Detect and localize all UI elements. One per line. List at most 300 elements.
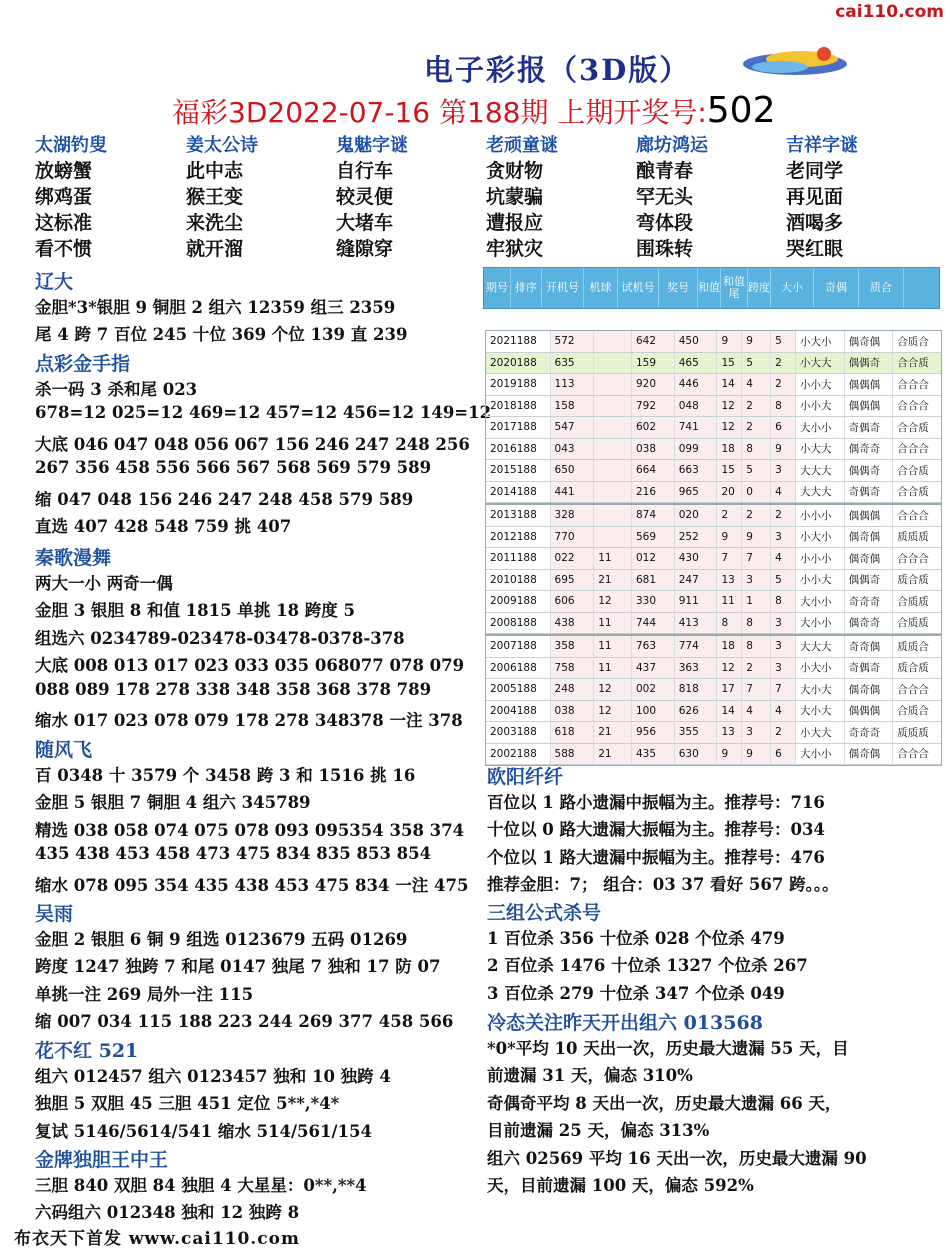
table-cell: 偶偶偶	[845, 374, 894, 395]
table-cell: 14	[717, 701, 742, 722]
table-cell: 330	[632, 591, 675, 612]
table-cell: 小小小	[796, 505, 845, 526]
riddle-author: 鬼魅字谜	[336, 135, 408, 156]
table-cell: 216	[632, 482, 675, 503]
table-cell: 大小大	[796, 679, 845, 700]
table-row	[486, 396, 941, 418]
table-cell: 5	[771, 570, 796, 591]
table-cell: 438	[551, 613, 595, 634]
table-cell: 572	[551, 331, 595, 352]
table-cell: 626	[675, 701, 718, 722]
table-cell: 21	[594, 570, 632, 591]
table-cell: 100	[632, 701, 675, 722]
table-row	[486, 570, 941, 592]
section-line: 独胆 5 双胆 45 三胆 451 定位 5**,*4*	[35, 1094, 340, 1114]
section-line: 跨度 1247 独跨 7 和尾 0147 独尾 7 独和 17 防 07	[35, 957, 441, 977]
table-cell: 4	[742, 701, 771, 722]
table-cell: 2	[771, 374, 796, 395]
table-row	[486, 548, 941, 570]
section-line: 1 百位杀 356 十位杀 028 个位杀 479	[487, 929, 785, 948]
table-cell: 合合质	[897, 464, 929, 477]
table-cell: 9	[717, 744, 742, 765]
table-cell: 8	[771, 591, 796, 612]
table-cell: 小小大	[796, 396, 845, 417]
table-cell: 大小小	[796, 744, 845, 765]
table-row	[486, 527, 941, 549]
logo-icon	[740, 42, 850, 82]
table-cell	[594, 353, 632, 374]
table-cell: 2021188	[486, 331, 551, 352]
section-line: 2 百位杀 1476 十位杀 1327 个位杀 267	[487, 956, 808, 976]
section-line: 百位以 1 路小遗漏中振幅为主。推荐号：716	[487, 793, 825, 812]
table-cell: 小大大	[796, 353, 845, 374]
table-cell: 3	[742, 722, 771, 743]
riddle-item: 再见面	[786, 186, 844, 208]
riddle-item: 哭红眼	[786, 238, 844, 260]
table-cell: 2011188	[486, 548, 551, 569]
table-cell: 355	[675, 722, 718, 743]
table-cell: 763	[632, 636, 675, 657]
table-cell: 2015188	[486, 460, 551, 481]
section-heading: 花不红 521	[35, 1040, 139, 1062]
table-cell: 11	[717, 591, 742, 612]
table-cell: 113	[551, 374, 595, 395]
table-cell: 4	[771, 548, 796, 569]
table-cell: 2006188	[486, 658, 551, 679]
issue-subtitle	[172, 90, 776, 131]
table-cell	[594, 331, 632, 352]
table-cell: 441	[551, 482, 595, 503]
table-cell: 664	[632, 460, 675, 481]
table-cell: 695	[551, 570, 595, 591]
section-line: 435 438 453 458 473 475 834 835 853 854	[35, 844, 432, 864]
riddle-item: 围珠转	[636, 238, 694, 260]
section-line: 三胆 840 双胆 84 独胆 4 大星星：0**,**4	[35, 1176, 367, 1195]
table-cell: 奇奇奇	[845, 591, 894, 612]
section-line: 杀一码 3 杀和尾 023	[35, 380, 198, 399]
table-cell: 2016188	[486, 439, 551, 460]
table-cell: 1	[742, 591, 771, 612]
section-heading: 三组公式杀号	[487, 902, 602, 924]
riddle-item: 猴王变	[186, 186, 244, 208]
table-row	[486, 744, 941, 766]
section-heading: 随风飞	[35, 739, 93, 761]
table-cell: 质质合	[897, 640, 929, 653]
section-line: 六码组六 012348 独和 12 独跨 8	[35, 1203, 300, 1223]
table-row	[486, 634, 941, 658]
table-cell: 合质合	[897, 335, 929, 348]
table-cell: 435	[632, 744, 675, 765]
table-cell: 质质质	[897, 726, 929, 739]
table-cell: 2020188	[486, 353, 551, 374]
table-row	[486, 722, 941, 744]
table-cell: 606	[551, 591, 595, 612]
table-cell: 合质质	[897, 617, 929, 630]
riddle-item: 缝隙穿	[336, 238, 394, 260]
table-row	[486, 679, 941, 701]
table-cell	[594, 439, 632, 460]
table-cell: 2010188	[486, 570, 551, 591]
table-cell: 2007188	[486, 636, 551, 657]
table-cell: 合合合	[897, 443, 929, 456]
table-cell: 2	[742, 658, 771, 679]
table-cell: 合合合	[897, 378, 929, 391]
table-cell: 9	[717, 527, 742, 548]
section-line: 缩 047 048 156 246 247 248 458 579 589	[35, 489, 414, 509]
table-cell: 合合合	[897, 552, 929, 565]
table-cell: 9	[742, 331, 771, 352]
section-heading: 冷态关注昨天开出组六 013568	[487, 1012, 763, 1034]
table-cell: 17	[717, 679, 742, 700]
table-cell: 7	[742, 679, 771, 700]
issue-subtitle-text: 福彩3D2022-07-16 第188期 上期开奖号:	[172, 96, 707, 129]
section-heading: 辽大	[35, 271, 74, 293]
table-cell: 大小小	[796, 591, 845, 612]
riddle-item: 弯体段	[636, 212, 694, 234]
history-column-header: 跨度	[748, 268, 771, 308]
table-cell: 偶奇偶	[845, 548, 894, 569]
table-cell: 038	[551, 701, 595, 722]
table-cell: 965	[675, 482, 718, 503]
table-cell: 099	[675, 439, 718, 460]
table-cell: 3	[742, 570, 771, 591]
table-cell: 合合质	[897, 486, 929, 499]
section-heading: 欧阳纤纤	[487, 766, 564, 788]
table-cell: 430	[675, 548, 718, 569]
table-cell: 247	[675, 570, 718, 591]
riddle-author: 姜太公诗	[186, 135, 258, 156]
section-line: 十位以 0 路大遗漏大振幅为主。推荐号：034	[487, 820, 825, 840]
table-cell: 大大大	[796, 460, 845, 481]
last-draw-number: 502	[706, 90, 776, 131]
section-line: 678=12 025=12 469=12 457=12 456=12 149=12	[35, 403, 492, 423]
riddle-column	[35, 131, 185, 262]
table-cell: 21	[594, 722, 632, 743]
table-cell: 630	[675, 744, 718, 765]
table-cell: 20	[717, 482, 742, 503]
table-cell: 248	[551, 679, 595, 700]
table-row	[486, 701, 941, 723]
table-cell: 465	[675, 353, 718, 374]
table-cell: 0	[742, 482, 771, 503]
table-cell: 大小大	[796, 701, 845, 722]
section-line: 金胆 2 银胆 6 铜 9 组选 0123679 五码 01269	[35, 930, 408, 949]
table-cell: 002	[632, 679, 675, 700]
table-row	[486, 591, 941, 613]
table-row	[486, 482, 941, 504]
table-cell: 偶偶偶	[845, 396, 894, 417]
table-cell: 450	[675, 331, 718, 352]
section-line: 组选六 0234789-023478-03478-0378-378	[35, 628, 405, 648]
table-cell: 奇偶奇	[845, 482, 894, 503]
table-cell: 663	[675, 460, 718, 481]
table-cell	[594, 396, 632, 417]
table-cell: 11	[594, 613, 632, 634]
table-cell	[594, 482, 632, 503]
table-cell: 048	[675, 396, 718, 417]
table-cell: 159	[632, 353, 675, 374]
table-cell	[594, 505, 632, 526]
section-line: 直选 407 428 548 759 挑 407	[35, 517, 292, 536]
riddle-item: 此中志	[186, 160, 244, 182]
table-cell: 911	[675, 591, 718, 612]
riddle-item: 坑蒙骗	[486, 186, 544, 208]
riddle-column	[486, 131, 636, 262]
table-cell: 650	[551, 460, 595, 481]
table-cell: 偶奇偶	[845, 331, 894, 352]
table-cell: 18	[717, 636, 742, 657]
riddle-item: 这标准	[35, 212, 93, 234]
riddle-item: 遭报应	[486, 212, 544, 234]
table-cell: 2002188	[486, 744, 551, 765]
table-cell: 偶偶奇	[845, 353, 894, 374]
history-column-header: 开机号	[542, 268, 584, 308]
table-cell: 328	[551, 505, 595, 526]
section-heading: 吴雨	[35, 903, 74, 925]
table-cell: 770	[551, 527, 595, 548]
table-cell: 偶奇偶	[845, 744, 894, 765]
history-column-header: 试机号	[618, 268, 659, 308]
table-cell: 12	[594, 701, 632, 722]
table-cell: 2013188	[486, 505, 551, 526]
section-heading: 点彩金手指	[35, 353, 131, 375]
section-line: 两大一小 两奇一偶	[35, 574, 173, 593]
table-cell: 奇奇偶	[845, 636, 894, 657]
table-cell: 618	[551, 722, 595, 743]
table-cell: 5	[742, 353, 771, 374]
history-column-header: 和值尾	[721, 268, 748, 308]
section-line: 尾 4 跨 7 百位 245 十位 369 个位 139 直 239	[35, 325, 408, 345]
table-cell: 2	[742, 396, 771, 417]
riddle-item: 来洗尘	[186, 212, 244, 234]
table-cell: 14	[717, 374, 742, 395]
table-cell: 588	[551, 744, 595, 765]
table-cell: 758	[551, 658, 595, 679]
table-cell: 7	[717, 548, 742, 569]
riddle-column	[786, 131, 936, 262]
section-line: 推荐金胆：7； 组合：03 37 看好 567 跨。。。	[487, 875, 839, 895]
table-cell: 8	[742, 439, 771, 460]
table-cell: 12	[594, 679, 632, 700]
table-cell	[594, 527, 632, 548]
table-cell: 2	[771, 722, 796, 743]
table-cell: 363	[675, 658, 718, 679]
table-row	[486, 353, 941, 375]
table-cell	[594, 417, 632, 438]
table-cell: 9	[771, 439, 796, 460]
table-cell: 4	[771, 701, 796, 722]
section-line: 大底 046 047 048 056 067 156 246 247 248 256	[35, 434, 470, 454]
history-column-header: 期号	[484, 268, 511, 308]
history-table-body	[485, 330, 942, 766]
history-column-header: 奇偶	[814, 268, 859, 308]
table-cell: 022	[551, 548, 595, 569]
table-cell: 818	[675, 679, 718, 700]
section-line: 缩水 017 023 078 079 178 278 348378 一注 378	[35, 711, 463, 730]
table-cell: 11	[594, 658, 632, 679]
table-cell: 2014188	[486, 482, 551, 503]
table-cell: 小大大	[796, 439, 845, 460]
table-cell: 2012188	[486, 527, 551, 548]
table-cell: 偶奇偶	[845, 679, 894, 700]
table-cell: 741	[675, 417, 718, 438]
section-line: 前遗漏 31 天，偏态 310%	[487, 1066, 693, 1086]
section-line: 复试 5146/5614/541 缩水 514/561/154	[35, 1121, 372, 1141]
table-cell: 158	[551, 396, 595, 417]
table-cell: 2018188	[486, 396, 551, 417]
riddle-item: 自行车	[336, 160, 394, 182]
table-cell: 小小大	[796, 570, 845, 591]
riddle-item: 酿青春	[636, 160, 694, 182]
footer-text: 布衣天下首发 www.cai110.com	[14, 1229, 300, 1249]
table-cell: 15	[717, 353, 742, 374]
table-cell: 2004188	[486, 701, 551, 722]
table-cell: 偶偶奇	[845, 460, 894, 481]
table-cell: 8	[771, 396, 796, 417]
history-column-header: 机球	[584, 268, 618, 308]
table-cell: 2008188	[486, 613, 551, 634]
table-cell: 12	[717, 658, 742, 679]
table-cell: 6	[771, 744, 796, 765]
table-cell: 642	[632, 331, 675, 352]
riddle-item: 绑鸡蛋	[35, 186, 93, 208]
section-line: 精选 038 058 074 075 078 093 095354 358 374	[35, 820, 465, 840]
table-cell: 956	[632, 722, 675, 743]
section-line: 金胆 3 银胆 8 和值 1815 单挑 18 跨度 5	[35, 601, 356, 621]
table-cell: 547	[551, 417, 595, 438]
table-cell: 2019188	[486, 374, 551, 395]
section-heading: 秦歌漫舞	[35, 547, 112, 569]
table-cell: 8	[717, 613, 742, 634]
riddle-column	[636, 131, 786, 262]
table-cell: 11	[594, 548, 632, 569]
table-cell	[594, 460, 632, 481]
riddle-item: 放螃蟹	[35, 160, 93, 182]
riddle-author: 老顽童谜	[486, 135, 558, 156]
section-line: 天，目前遗漏 100 天，偏态 592%	[487, 1176, 754, 1195]
section-line: 百 0348 十 3579 个 3458 跨 3 和 1516 挑 16	[35, 766, 416, 785]
table-row	[486, 460, 941, 482]
table-cell: 偶偶奇	[845, 570, 894, 591]
table-cell: 质质质	[897, 531, 929, 544]
table-cell: 3	[771, 658, 796, 679]
history-table	[483, 267, 940, 761]
riddle-item: 罕无头	[636, 186, 694, 208]
table-cell: 质合质	[897, 662, 929, 675]
section-line: 单挑一注 269 局外一注 115	[35, 984, 254, 1004]
table-row	[486, 417, 941, 439]
table-cell: 质合质	[897, 574, 929, 587]
table-cell: 3	[771, 613, 796, 634]
table-cell: 2	[742, 505, 771, 526]
riddle-item: 就开溜	[186, 238, 244, 260]
table-cell: 774	[675, 636, 718, 657]
table-cell: 9	[742, 744, 771, 765]
table-cell: 合质质	[897, 595, 929, 608]
table-cell: 252	[675, 527, 718, 548]
table-cell: 3	[771, 527, 796, 548]
table-cell: 大小小	[796, 417, 845, 438]
table-cell: 大小小	[796, 613, 845, 634]
table-cell: 681	[632, 570, 675, 591]
table-cell: 合合质	[893, 353, 941, 374]
table-cell: 奇奇奇	[845, 722, 894, 743]
table-cell: 偶奇奇	[845, 439, 894, 460]
riddle-item: 较灵便	[336, 186, 394, 208]
table-cell: 792	[632, 396, 675, 417]
table-cell: 小小小	[796, 548, 845, 569]
page-title: 电子彩报（3D版）	[424, 53, 691, 87]
table-cell: 合合合	[897, 509, 929, 522]
table-cell: 大大大	[796, 482, 845, 503]
table-cell: 奇偶奇	[845, 658, 894, 679]
table-cell: 合合合	[897, 400, 929, 413]
table-cell: 2	[771, 505, 796, 526]
table-cell: 744	[632, 613, 675, 634]
history-column-header[interactable]: 排序	[511, 268, 542, 308]
riddle-column	[336, 131, 486, 262]
table-cell: 7	[771, 679, 796, 700]
table-cell: 11	[594, 636, 632, 657]
table-cell: 437	[632, 658, 675, 679]
history-column-header: 质合	[859, 268, 904, 308]
section-line: 奇偶奇平均 8 天出一次，历史最大遗漏 66 天，	[487, 1093, 842, 1113]
table-cell: 635	[551, 353, 595, 374]
table-cell: 15	[717, 460, 742, 481]
table-cell: 合合合	[897, 748, 929, 761]
section-line: 088 089 178 278 338 348 358 368 378 789	[35, 679, 432, 699]
table-cell: 大大大	[796, 636, 845, 657]
riddle-item: 看不惯	[35, 238, 93, 260]
table-cell: 2	[717, 505, 742, 526]
section-line: 大底 008 013 017 023 033 035 068077 078 079	[35, 656, 465, 676]
section-line: 组六 012457 组六 0123457 独和 10 独跨 4	[35, 1067, 391, 1086]
table-row	[486, 503, 941, 527]
table-row	[486, 374, 941, 396]
table-cell: 合质合	[897, 705, 929, 718]
table-cell	[594, 374, 632, 395]
table-cell: 18	[717, 439, 742, 460]
riddle-author: 太湖钓叟	[35, 135, 107, 156]
table-cell: 9	[742, 527, 771, 548]
table-cell: 偶奇偶	[845, 527, 894, 548]
table-cell: 8	[742, 636, 771, 657]
table-cell: 12	[594, 591, 632, 612]
section-heading: 金牌独胆王中王	[35, 1149, 169, 1171]
table-cell: 4	[771, 482, 796, 503]
section-line: 个位以 1 路大遗漏中振幅为主。推荐号：476	[487, 847, 825, 867]
table-cell: 569	[632, 527, 675, 548]
table-cell: 038	[632, 439, 675, 460]
table-cell: 920	[632, 374, 675, 395]
section-line: 267 356 458 556 566 567 568 569 579 589	[35, 458, 432, 478]
table-cell: 6	[771, 417, 796, 438]
riddle-author: 吉祥字谜	[786, 135, 858, 156]
riddle-item: 贪财物	[486, 160, 544, 182]
table-cell: 12	[717, 417, 742, 438]
table-cell: 13	[717, 570, 742, 591]
table-cell: 12	[717, 396, 742, 417]
table-cell: 2009188	[486, 591, 551, 612]
section-line: 目前遗漏 25 天，偏态 313%	[487, 1121, 710, 1141]
table-row	[486, 658, 941, 680]
table-cell: 020	[675, 505, 718, 526]
table-cell: 3	[771, 460, 796, 481]
riddle-item: 酒喝多	[786, 212, 844, 234]
table-cell: 5	[771, 331, 796, 352]
table-cell: 小大小	[796, 658, 845, 679]
table-cell: 21	[594, 744, 632, 765]
